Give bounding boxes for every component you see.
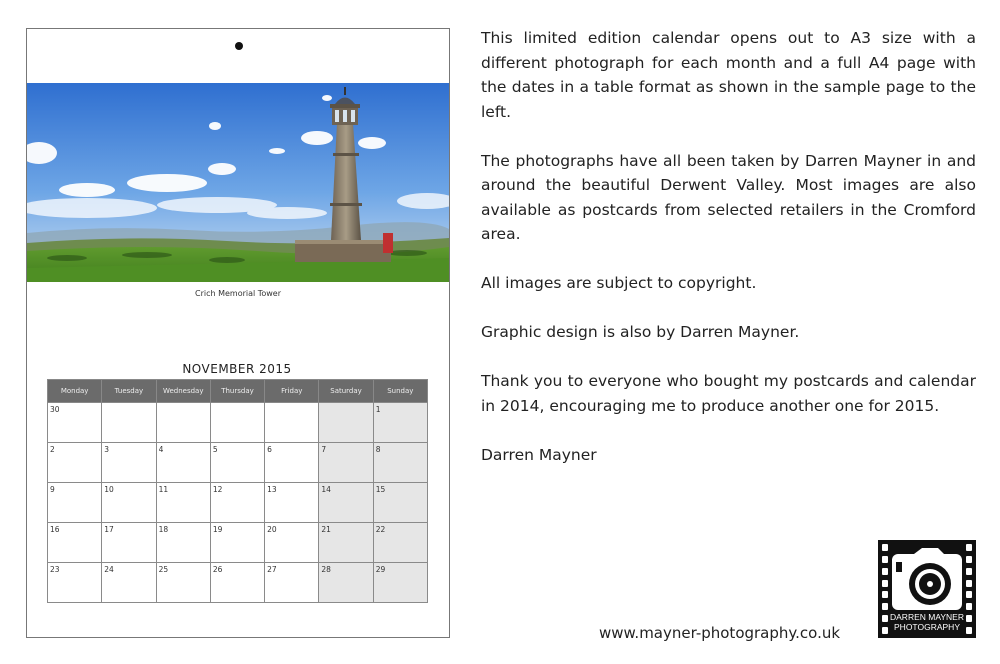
day-cell: 17 xyxy=(102,523,156,563)
day-cell: 11 xyxy=(156,483,210,523)
signature: Darren Mayner xyxy=(481,445,597,464)
week-row xyxy=(48,403,428,443)
day-cell: 12 xyxy=(210,483,264,523)
weekday-header: Tuesday xyxy=(102,380,156,403)
day-cell: 21 xyxy=(319,523,373,563)
description-paragraph: The photographs have all been taken by Darren Mayner in and around the beautiful Derwent Valley. Most images are also available as postcards from selected retailers in the Cromford area. xyxy=(481,151,976,243)
day-cell: 9 xyxy=(48,483,102,523)
calendar-sample-page xyxy=(26,28,450,638)
day-cell: 5 xyxy=(210,443,264,483)
week-row xyxy=(48,563,428,603)
hanger-hole xyxy=(235,42,243,50)
weekday-header-row xyxy=(48,380,428,403)
day-cell: 24 xyxy=(102,563,156,603)
website-url[interactable]: www.mayner-photography.co.uk xyxy=(599,624,841,642)
day-cell: 20 xyxy=(265,523,319,563)
day-cell: 19 xyxy=(210,523,264,563)
day-cell: 13 xyxy=(265,483,319,523)
day-cell: 1 xyxy=(373,403,427,443)
day-cell: 8 xyxy=(373,443,427,483)
crich-tower-photo xyxy=(27,83,449,282)
weekday-header: Friday xyxy=(265,380,319,403)
month-photo xyxy=(27,83,449,282)
calendar-description xyxy=(481,26,976,492)
day-cell: 18 xyxy=(156,523,210,563)
logo-line-1: DARREN MAYNER xyxy=(890,612,964,622)
logo-text xyxy=(890,612,964,632)
day-cell: 16 xyxy=(48,523,102,563)
film-sprockets-right xyxy=(966,544,972,634)
day-cell xyxy=(265,403,319,443)
day-cell: 10 xyxy=(102,483,156,523)
weekday-header: Wednesday xyxy=(156,380,210,403)
day-cell: 22 xyxy=(373,523,427,563)
film-sprockets-left xyxy=(882,544,888,634)
day-cell: 7 xyxy=(319,443,373,483)
day-cell: 30 xyxy=(48,403,102,443)
day-cell: 3 xyxy=(102,443,156,483)
day-cell: 6 xyxy=(265,443,319,483)
weekday-header: Monday xyxy=(48,380,102,403)
day-cell xyxy=(210,403,264,443)
weekday-header: Sunday xyxy=(373,380,427,403)
weekday-header: Thursday xyxy=(210,380,264,403)
day-cell: 14 xyxy=(319,483,373,523)
description-paragraph: Thank you to everyone who bought my postcards and calendar in 2014, encouraging me to produce another one for 2015. xyxy=(481,372,976,415)
month-title: NOVEMBER 2015 xyxy=(182,362,292,376)
week-row xyxy=(48,483,428,523)
week-row xyxy=(48,523,428,563)
logo-line-2: PHOTOGRAPHY xyxy=(894,622,960,632)
day-cell: 15 xyxy=(373,483,427,523)
description-paragraph: Graphic design is also by Darren Mayner. xyxy=(481,323,800,341)
day-cell: 23 xyxy=(48,563,102,603)
day-cell xyxy=(102,403,156,443)
calendar-table xyxy=(47,379,428,603)
day-cell: 26 xyxy=(210,563,264,603)
day-cell xyxy=(319,403,373,443)
weekday-header: Saturday xyxy=(319,380,373,403)
photo-caption: Crich Memorial Tower xyxy=(195,289,281,298)
brand-logo xyxy=(878,540,976,638)
day-cell: 4 xyxy=(156,443,210,483)
description-paragraph: This limited edition calendar opens out to A3 size with a different photograph for each month and a full A4 page with the dates in a table format as shown in the sample page to the left. xyxy=(481,29,976,121)
day-cell xyxy=(156,403,210,443)
camera-icon xyxy=(892,548,962,610)
day-cell: 27 xyxy=(265,563,319,603)
day-cell: 25 xyxy=(156,563,210,603)
day-cell: 28 xyxy=(319,563,373,603)
day-cell: 2 xyxy=(48,443,102,483)
week-row xyxy=(48,443,428,483)
description-paragraph: All images are subject to copyright. xyxy=(481,274,757,292)
day-cell: 29 xyxy=(373,563,427,603)
